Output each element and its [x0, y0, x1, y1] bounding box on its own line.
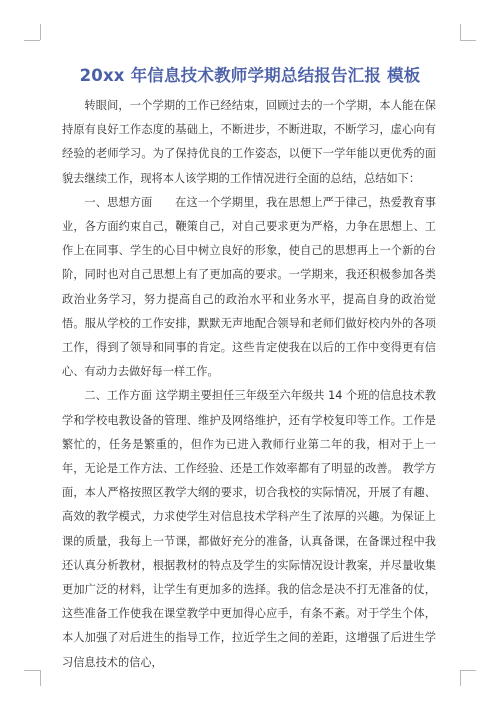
paragraph-work: 二、工作方面 这学期主要担任三年级至六年级共 14 个班的信息技术教学和学校电教设备的管理、维护及网络维护，还有学校复印等工作。工作是繁忙的，任务是繁重的，但作为已进入教师行业第二年的我，相对于上一年，无论是工作方法、工作经验、还是工作效率都有了明显的改善。 教学方面，本人严格按照区教学大纲的要求，切合我校的实际情况，开展了有趣、高效的教学模式，力求使学生对信息技术学科产生了浓厚的兴趣。为保证上课的质量，我每上一节课，都做好充分的准备，认真备课，在备课过程中我还认真分析教材，根据教材的特点及学生的实际情况设计教案，并尽量收集更加广泛的材料，让学生有更加多的选择。我的信念是决不打无准备的仗，这些准备工作使我在课堂教学中更加得心应手，有条不紊。对于学生个体，本人加强了对后进生的指导工作，拉近学生之间的差距，这增强了后进生学习信息技术的信心，: [62, 389, 436, 669]
paragraph-ideology: 一、思想方面 在这一个学期里，我在思想上严于律己，热爱教育事业，各方面约束自己，鞭策自己，对自己要求更为严格，力争在思想上、工作上在同事、学生的心目中树立良好的形象，使自己的思想再上一个新的台阶，同时也对自己思想上有了更加高的要求。一学期来，我还积极参加各类政治业务学习，努力提高自己的政治水平和业务水平，提高自身的政治觉悟。服从学校的工作安排，默默无声地配合领导和老师们做好校内外的各项工作，得到了领导和同事的肯定。这些肯定使我在以后的工作中变得更有信心、有动力去做好每一样工作。: [62, 195, 436, 379]
crop-mark-bottom-left: [40, 670, 41, 686]
paragraph-intro: 转眼间，一个学期的工作已经结束，回顾过去的一个学期，本人能在保持原有良好工作态度的基础上，不断进步，不断进取，不断学习，虚心向有经验的老师学习。为了保持优良的工作姿态，以便下一学年能以更优秀的面貌去继续工作，现将本人该学期的工作情况进行全面的总结，总结如下：: [62, 99, 436, 185]
document-title: 20xx 年信息技术教师学期总结报告汇报 模板: [79, 66, 421, 85]
crop-mark-bottom-right: [460, 670, 461, 686]
crop-mark-bottom-left: [24, 670, 40, 671]
crop-mark-bottom-right: [460, 670, 476, 671]
document-body: [62, 94, 436, 675]
crop-mark-top-left: [40, 24, 41, 40]
crop-mark-top-right: [460, 24, 461, 40]
crop-mark-top-left: [24, 40, 40, 41]
crop-mark-top-right: [460, 40, 476, 41]
